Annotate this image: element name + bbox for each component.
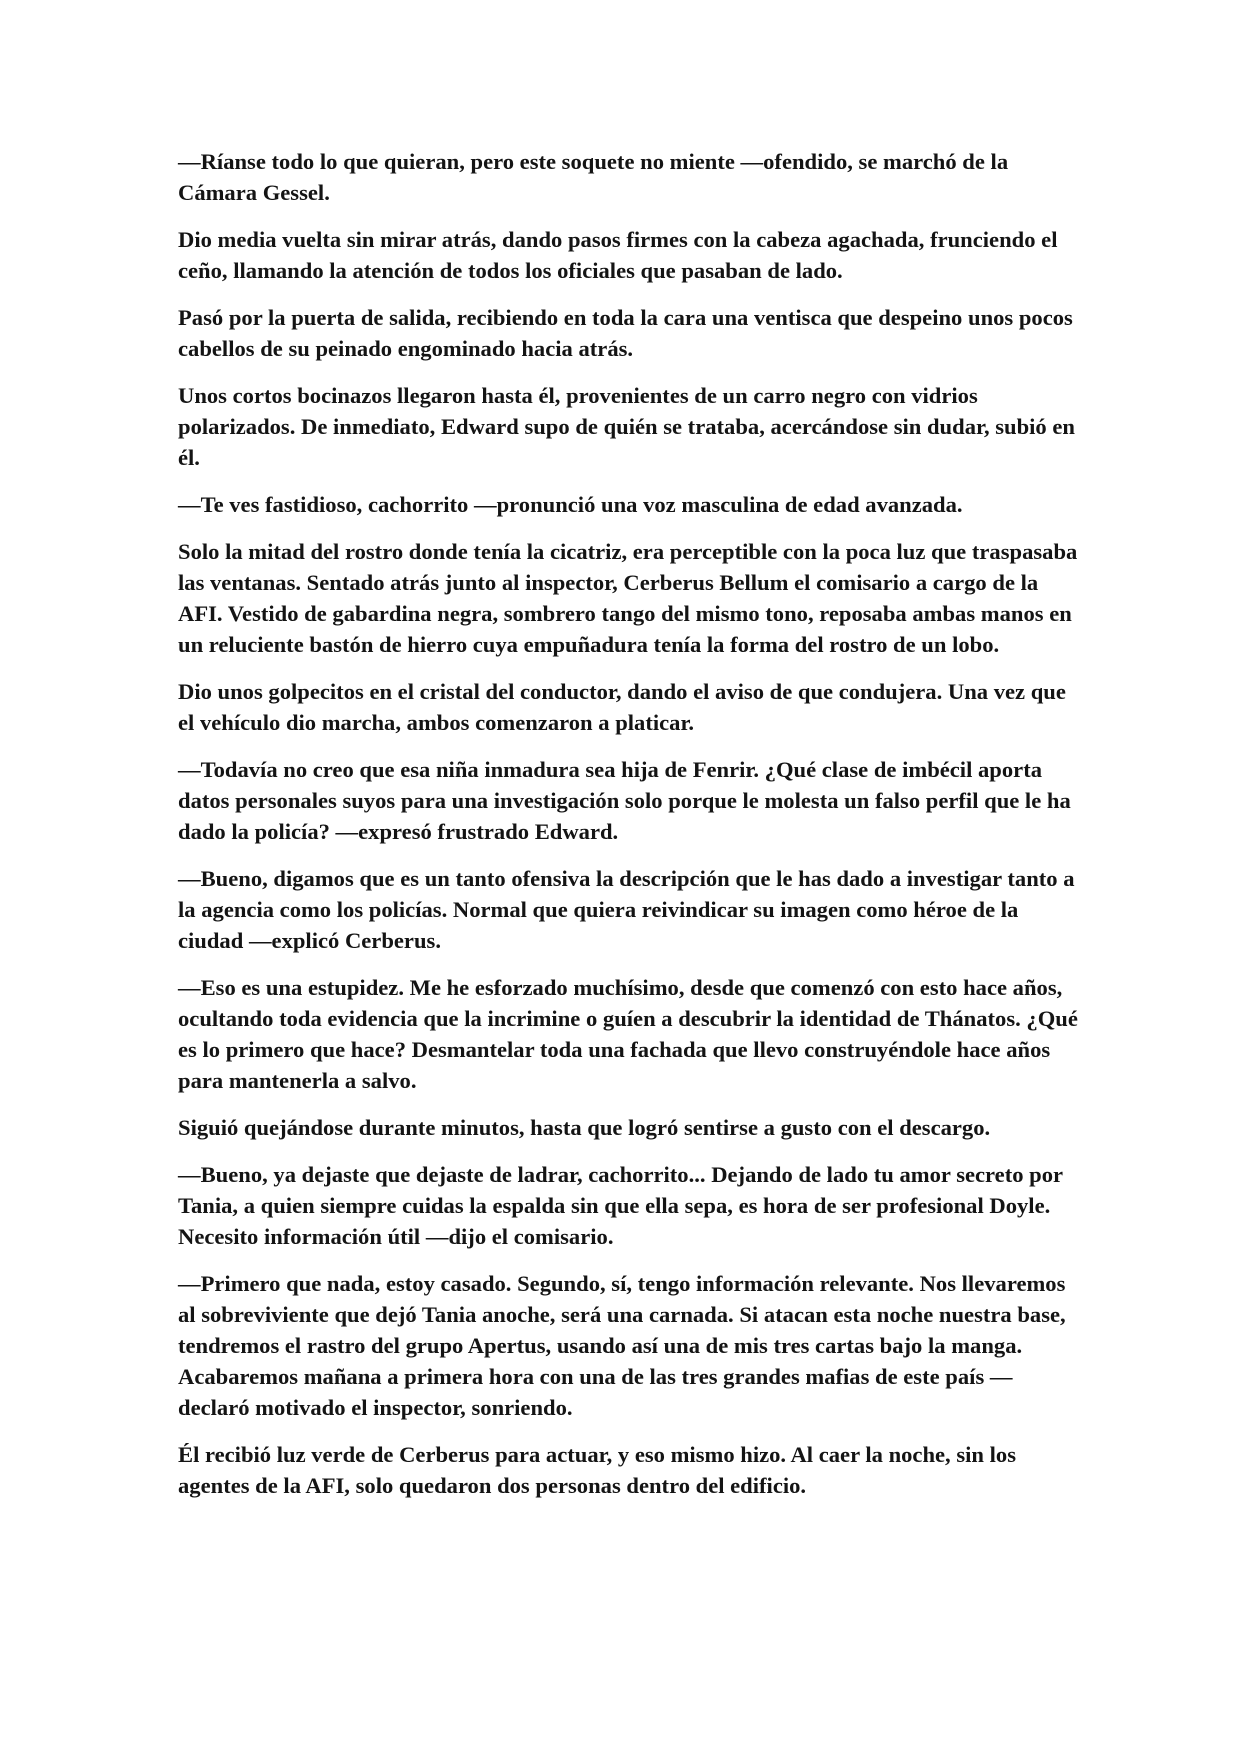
paragraph-12: —Bueno, ya dejaste que dejaste de ladrar, cachorrito... Dejando de lado tu amor secreto por Tania, a quien siempre cuidas la espalda sin que ella sepa, es hora de ser profesional Doyle. Necesito información útil —dijo el comisario.	[178, 1162, 1063, 1249]
paragraph-1: —Ríanse todo lo que quieran, pero este soquete no miente —ofendido, se marchó de la Cámara Gessel.	[178, 149, 1009, 205]
paragraph-9: —Bueno, digamos que es un tanto ofensiva la descripción que le has dado a investigar tanto a la agencia como los policías. Normal que quiera reivindicar su imagen como héroe de la ciudad —explicó Cerberus.	[178, 866, 1075, 953]
paragraph-10: —Eso es una estupidez. Me he esforzado muchísimo, desde que comenzó con esto hace años, ocultando toda evidencia que la incrimine o guíen a descubrir la identidad de Thánatos. ¿Qué es lo primero que hace? Desmantelar toda una fachada que llevo construyéndole hace años para mantenerla a salvo.	[178, 975, 1078, 1093]
paragraph-6: Solo la mitad del rostro donde tenía la cicatriz, era perceptible con la poca luz que traspasaba las ventanas. Sentado atrás junto al inspector, Cerberus Bellum el comisario a cargo de la AFI. Vestido de gabardina negra, sombrero tango del mismo tono, reposaba ambas manos en un reluciente bastón de hierro cuya empuñadura tenía la forma del rostro de un lobo.	[178, 539, 1078, 657]
paragraph-14: Él recibió luz verde de Cerberus para actuar, y eso mismo hizo. Al caer la noche, sin los agentes de la AFI, solo quedaron dos personas dentro del edificio.	[178, 1442, 1016, 1498]
paragraph-7: Dio unos golpecitos en el cristal del conductor, dando el aviso de que condujera. Una vez que el vehículo dio marcha, ambos comenzaron a platicar.	[178, 679, 1066, 735]
paragraph-3: Pasó por la puerta de salida, recibiendo en toda la cara una ventisca que despeino unos pocos cabellos de su peinado engominado hacia atrás.	[178, 305, 1073, 361]
paragraph-4: Unos cortos bocinazos llegaron hasta él, provenientes de un carro negro con vidrios polarizados. De inmediato, Edward supo de quién se trataba, acercándose sin dudar, subió en él.	[178, 383, 1075, 470]
paragraph-11: Siguió quejándose durante minutos, hasta que logró sentirse a gusto con el descargo.	[178, 1115, 991, 1140]
paragraph-8: —Todavía no creo que esa niña inmadura sea hija de Fenrir. ¿Qué clase de imbécil aporta datos personales suyos para una investigación solo porque le molesta un falso perfil que le ha dado la policía? —expresó frustrado Edward.	[178, 757, 1071, 844]
paragraph-13: —Primero que nada, estoy casado. Segundo, sí, tengo información relevante. Nos llevaremos al sobreviviente que dejó Tania anoche, será una carnada. Si atacan esta noche nuestra base, tendremos el rastro del grupo Apertus, usando así una de mis tres cartas bajo la manga. Acabaremos mañana a primera hora con una de las tres grandes mafias de este país —declaró motivado el inspector, sonriendo.	[178, 1271, 1066, 1420]
document-body	[178, 146, 1078, 1517]
paragraph-5: —Te ves fastidioso, cachorrito —pronunció una voz masculina de edad avanzada.	[178, 492, 963, 517]
paragraph-2: Dio media vuelta sin mirar atrás, dando pasos firmes con la cabeza agachada, frunciendo el ceño, llamando la atención de todos los oficiales que pasaban de lado.	[178, 227, 1058, 283]
